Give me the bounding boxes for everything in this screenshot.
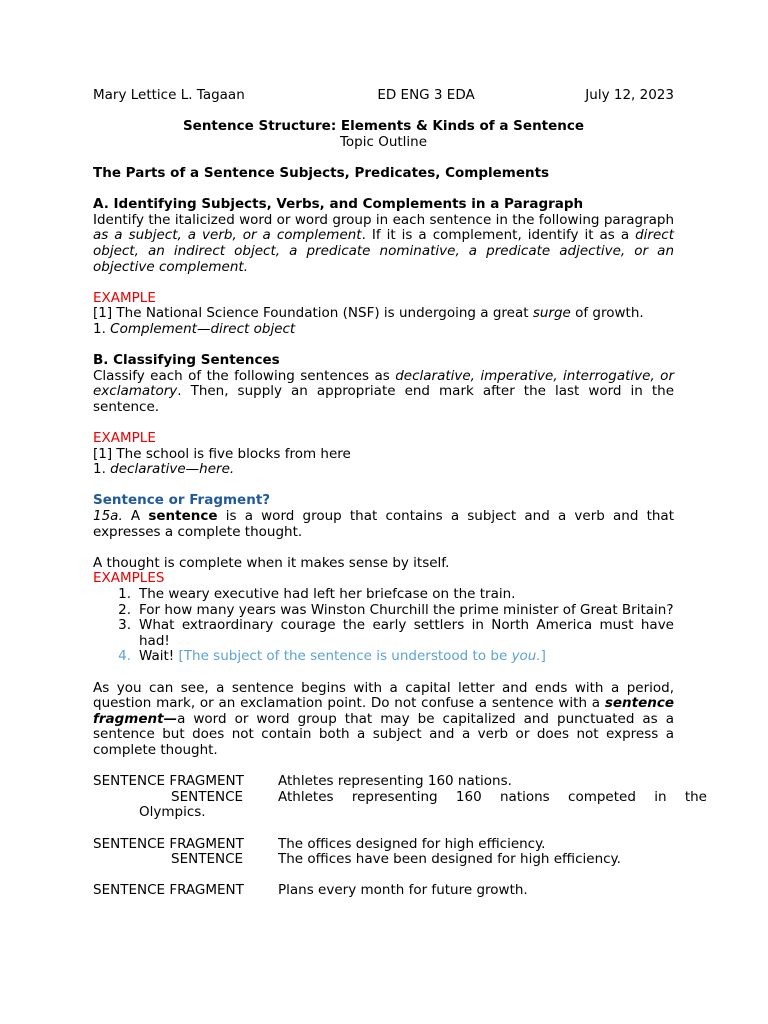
author-name: Mary Lettice L. Tagaan [93,87,245,103]
section-b-example-answer: 1. declarative—here. [93,461,235,478]
section-b-example-label: EXAMPLE [93,430,156,447]
fragment-pair-1 [93,774,707,821]
sentence-example-continued: Olympics. [139,804,206,821]
fragment-rule: 15a. A sentence is a word group that contains a subject and a verb and that expresses a complete thought. [93,508,674,540]
sentence-example: Athletes representing 160 nations competed in the [278,788,707,805]
examples-label: EXAMPLES [93,570,165,587]
fragment-example: Athletes representing 160 nations. [278,773,512,790]
fragment-example: Plans every month for future growth. [278,882,528,899]
sentence-label: SENTENCE [171,851,244,868]
fragment-heading: Sentence or Fragment? [93,492,271,509]
sentence-label: SENTENCE [171,788,244,805]
fragment-pair-3 [93,883,707,899]
section-b-example-sentence: [1] The school is five blocks from here [93,445,351,462]
section-a-example-answer: 1. Complement—direct object [93,320,296,337]
examples-list [93,587,674,665]
document-subtitle: Topic Outline [339,133,428,150]
fragment-label: SENTENCE FRAGMENT [93,835,244,852]
section-a-heading: A. Identifying Subjects, Verbs, and Complements in a Paragraph [93,196,584,213]
sentence-example: The offices have been designed for high efficiency. [278,851,621,868]
complete-thought-text: A thought is complete when it makes sense by itself. [93,554,450,571]
list-item: 4. Wait! [The subject of the sentence is understood to be you.] [118,648,546,665]
document-date: July 12, 2023 [585,87,674,103]
document-header [93,88,674,104]
section-a-example-sentence: [1] The National Science Foundation (NSF) is undergoing a great surge of growth. [93,305,644,322]
list-item: 1. The weary executive had left her briefcase on the train. [118,586,516,602]
fragment-label: SENTENCE FRAGMENT [93,882,244,899]
list-item: 2. For how many years was Winston Churchill the prime minister of Great Britain? [118,601,674,618]
section-b-heading: B. Classifying Sentences [93,352,280,369]
fragment-explanation: As you can see, a sentence begins with a capital letter and ends with a period, question mark, or an exclamation point. Do not confuse a sentence with a sentence fragment—a word or word group that may be capitalized and punctuated as a sentence but does not contain both a subject and a verb or does not express a complete thought. [93,679,674,758]
list-item: 3. What extraordinary courage the early settlers in North America must have had! [118,617,674,649]
document-title: Sentence Structure: Elements & Kinds of a Sentence [182,118,585,135]
section-b-instructions: Classify each of the following sentences as declarative, imperative, interrogative, or exclamatory. Then, supply an appropriate end mark after the last word in the sentence. [93,367,674,415]
course-code: ED ENG 3 EDA [377,87,475,103]
fragment-pair-2 [93,837,707,868]
section-a-example-label: EXAMPLE [93,289,156,306]
section-a-instructions: Identify the italicized word or word group in each sentence in the following paragraph as a subject, a verb, or a complement. If it is a complement, identify it as a direct object, an indirect object, a predicate nominative, a predicate adjective, or an objective complement. [93,211,674,275]
fragment-example: The offices designed for high efficiency. [278,835,546,852]
fragment-label: SENTENCE FRAGMENT [93,773,244,790]
section-heading: The Parts of a Sentence Subjects, Predicates, Complements [93,164,550,181]
document-page [93,87,707,899]
